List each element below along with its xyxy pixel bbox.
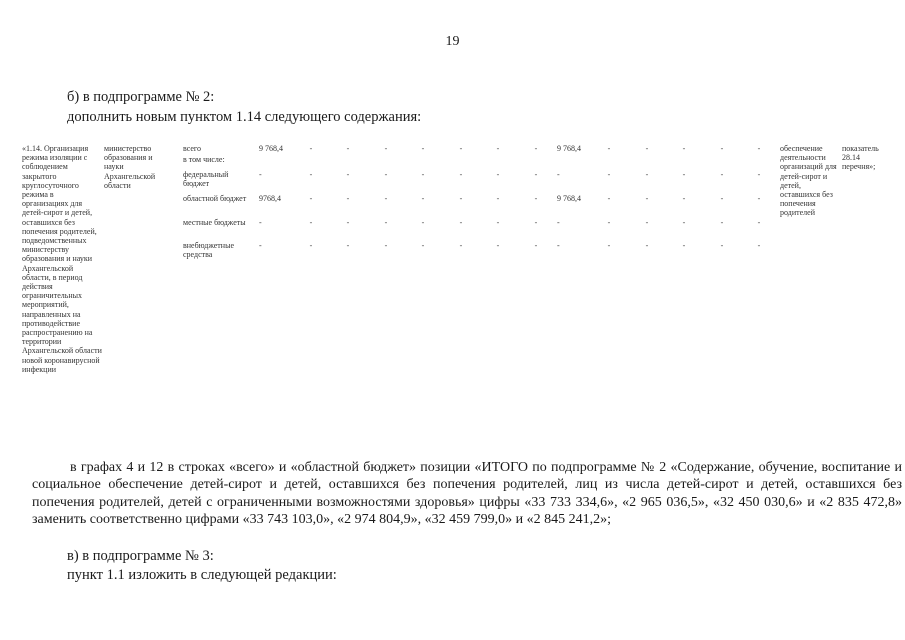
empty-cell-dash: - [607, 194, 611, 203]
empty-cell-dash: - [720, 170, 724, 179]
table-activity-cell: «1.14. Организация режима изоляции с соблюдением закрытого круглосуточного режима в организациях для детей-сирот и детей, оставшихся без попечения родителей, подведомственных министерству образования и науки Архангельской области, в период действия ограничительных мероприятий, направленных на противодействие распространению на территории Архангельской области новой коронавирусной инфекции [22, 144, 102, 374]
funding-total-value: - [259, 170, 262, 179]
table-executor-cell: министерство образования и науки Архангельской области [104, 144, 156, 190]
funding-year-value: 9 768,4 [557, 144, 581, 153]
empty-cell-dash: - [459, 170, 463, 179]
empty-cell-dash: - [421, 144, 425, 153]
table-result-cell: обеспечение деятельности организаций для детей-сирот и детей, оставшихся без попечения родителей [780, 144, 837, 218]
add-item-instruction: дополнить новым пунктом 1.14 следующего содержания: [67, 109, 422, 125]
empty-cell-dash: - [496, 218, 500, 227]
empty-cell-dash: - [346, 144, 350, 153]
funding-year-value: - [557, 218, 560, 227]
empty-cell-dash: - [757, 241, 761, 250]
empty-cell-dash: - [534, 194, 538, 203]
page-number: 19 [445, 34, 460, 49]
funding-year-value: 9 768,4 [557, 194, 581, 203]
empty-cell-dash: - [421, 170, 425, 179]
empty-cell-dash: - [346, 241, 350, 250]
subprogram-3-heading: в) в подпрограмме № 3: [67, 548, 214, 564]
funding-source-label: областной бюджет [183, 194, 247, 203]
empty-cell-dash: - [309, 144, 313, 153]
empty-cell-dash: - [682, 194, 686, 203]
empty-cell-dash: - [309, 241, 313, 250]
empty-cell-dash: - [757, 194, 761, 203]
table-indicator-cell: показатель 28.14 перечня»; [842, 144, 879, 172]
empty-cell-dash: - [459, 144, 463, 153]
empty-cell-dash: - [607, 144, 611, 153]
funding-source-label: внебюджетные средства [183, 241, 234, 260]
empty-cell-dash: - [607, 241, 611, 250]
empty-cell-dash: - [459, 218, 463, 227]
empty-cell-dash: - [384, 218, 388, 227]
empty-cell-dash: - [459, 194, 463, 203]
empty-cell-dash: - [421, 241, 425, 250]
funding-source-label: всего [183, 144, 202, 153]
funding-source-label: в том числе: [183, 155, 225, 164]
empty-cell-dash: - [682, 241, 686, 250]
funding-total-value: 9768,4 [259, 194, 281, 203]
empty-cell-dash: - [309, 170, 313, 179]
empty-cell-dash: - [421, 194, 425, 203]
empty-cell-dash: - [720, 194, 724, 203]
empty-cell-dash: - [757, 218, 761, 227]
empty-cell-dash: - [346, 218, 350, 227]
empty-cell-dash: - [459, 241, 463, 250]
paragraph-totals-amendment [32, 459, 902, 528]
empty-cell-dash: - [720, 218, 724, 227]
empty-cell-dash: - [534, 170, 538, 179]
empty-cell-dash: - [607, 170, 611, 179]
empty-cell-dash: - [645, 194, 649, 203]
empty-cell-dash: - [384, 241, 388, 250]
empty-cell-dash: - [607, 218, 611, 227]
empty-cell-dash: - [720, 144, 724, 153]
item-1-1-instruction: пункт 1.1 изложить в следующей редакции: [67, 567, 337, 583]
empty-cell-dash: - [757, 170, 761, 179]
funding-source-label: федеральный бюджет [183, 170, 229, 189]
funding-total-value: - [259, 241, 262, 250]
funding-total-value: - [259, 218, 262, 227]
empty-cell-dash: - [384, 170, 388, 179]
empty-cell-dash: - [309, 218, 313, 227]
empty-cell-dash: - [496, 144, 500, 153]
empty-cell-dash: - [384, 194, 388, 203]
empty-cell-dash: - [534, 144, 538, 153]
funding-year-value: - [557, 241, 560, 250]
empty-cell-dash: - [346, 170, 350, 179]
empty-cell-dash: - [309, 194, 313, 203]
empty-cell-dash: - [757, 144, 761, 153]
empty-cell-dash: - [682, 170, 686, 179]
empty-cell-dash: - [645, 241, 649, 250]
empty-cell-dash: - [720, 241, 724, 250]
empty-cell-dash: - [421, 218, 425, 227]
funding-source-label: местные бюджеты [183, 218, 246, 227]
empty-cell-dash: - [645, 170, 649, 179]
empty-cell-dash: - [682, 218, 686, 227]
empty-cell-dash: - [496, 241, 500, 250]
empty-cell-dash: - [682, 144, 686, 153]
empty-cell-dash: - [346, 194, 350, 203]
paragraph-text: в графах 4 и 12 в строках «всего» и «областной бюджет» позиции «ИТОГО по подпрограмме № 2 «Содержание, обучение, воспитание и социальное обеспечение детей-сирот и детей, оставшихся без попечения родителей, лиц из числа детей-сирот и детей, оставшихся без попечения родителей, детей с ограниченными возможностями здоровья» цифры «33 733 334,6», «2 965 036,5», «32 450 030,6» и «2 835 472,8» заменить соответственно цифрами «33 743 103,0», «2 974 804,9», «32 459 799,0» и «2 845 241,2»; [32, 460, 902, 527]
subprogram-2-heading: б) в подпрограмме № 2: [67, 89, 215, 105]
empty-cell-dash: - [645, 144, 649, 153]
funding-year-value: - [557, 170, 560, 179]
empty-cell-dash: - [496, 194, 500, 203]
funding-total-value: 9 768,4 [259, 144, 283, 153]
empty-cell-dash: - [534, 218, 538, 227]
empty-cell-dash: - [645, 218, 649, 227]
empty-cell-dash: - [534, 241, 538, 250]
empty-cell-dash: - [384, 144, 388, 153]
empty-cell-dash: - [496, 170, 500, 179]
